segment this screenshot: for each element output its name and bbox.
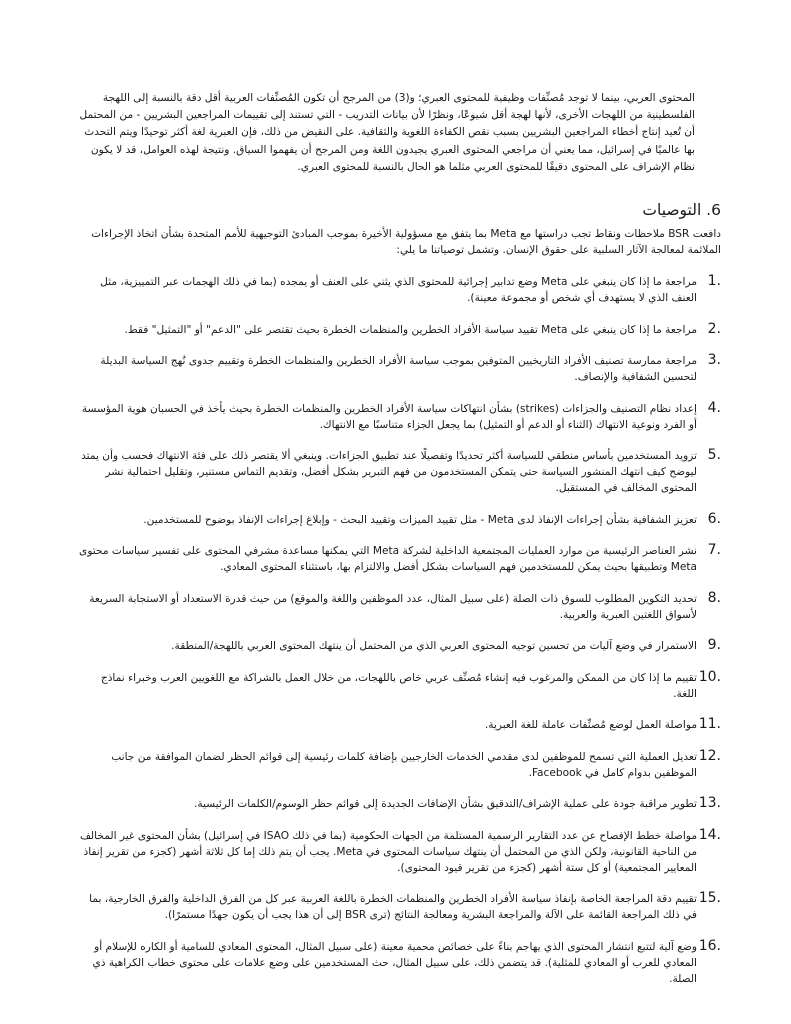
item-number: 6. — [707, 510, 721, 527]
document-page — [76, 90, 721, 1002]
item-text: تعزيز الشفافية بشأن إجراءات الإنفاذ لدى Meta - مثل تقييد الميزات وتقييد البحث - وإبلاغ إجراءات الإنفاذ بوضوح للمستخدمين. — [143, 513, 697, 526]
item-number: 9. — [707, 637, 721, 654]
item-number: 3. — [707, 352, 721, 369]
item-text: مواصلة العمل لوضع مُصنِّفات عاملة للغة العبرية. — [484, 719, 697, 732]
item-number: 4. — [707, 399, 721, 416]
item-text: إعداد نظام التصنيف والجزاءات (strikes) بشأن انتهاكات سياسة الأفراد الخطرين والمنظمات الخطرة بحيث يأخذ في الحسبان هوية المؤسسة أو الفرد ونوعية الانتهاك (الثناء أو الدعم أو التمثيل) بما يجعل الجزاء متناسبًا مع الانتهاك. — [81, 402, 697, 431]
recommendations-list — [76, 274, 721, 987]
item-text: مراجعة ما إذا كان ينبغي على Meta تقييد سياسة الأفراد الخطرين والمنظمات الخطرة بحيث تقتصر على "الدعم" أو "التمثيل" فقط. — [124, 323, 697, 336]
item-number: 14. — [698, 826, 721, 843]
item-number: 16. — [698, 937, 721, 954]
recommendation-item — [76, 749, 721, 781]
recommendation-item — [76, 401, 721, 433]
recommendation-item — [76, 670, 721, 702]
item-text: تقييم ما إذا كان من الممكن والمرغوب فيه إنشاء مُصنِّف عربي خاص باللهجات، من خلال العمل بالشراكة مع اللغويين العرب وخبراء نماذج اللغة. — [100, 671, 697, 700]
recommendation-item — [76, 543, 721, 575]
recommendation-item — [76, 717, 721, 733]
item-text: الاستمرار في وضع آليات من تحسين توجيه المحتوى العربي الذي من المحتمل أن ينتهك المحتوى العربي باللهجة/المنطقة. — [171, 640, 697, 653]
intro-paragraph: المحتوى العربي، بينما لا توجد مُصنِّفات وظيفية للمحتوى العبري؛ و(3) من المرجح أن تكون المُصنِّفات العربية أقل دقة بالنسبة إلى اللهجة الفلسطينية من اللهجات الأخرى، لأنها لهجة أقل شيوعًا، ونظرًا لأن بيانات التدريب - التي تستند إلى تقييمات المراجعين البشريين - من المحتمل أن تُعيد إنتاج أخطاء المراجعين البشريين بسبب نقص الكفاءة اللغوية والثقافية. على النقيض من ذلك، فإن العبرية لغة أكثر توحيدًا ويتم التحدث بها عالميًا في إسرائيل، مما يعني أن مراجعي المحتوى العبري يجيدون اللغة ومن المرجح أن يفهموا السياق. ونتيجة لهذه العوامل، قد لا يكون نظام الإشراف على المحتوى دقيقًا للمحتوى العربي مثلما هو الحال بالنسبة للمحتوى العبري. — [79, 92, 695, 173]
item-text: تقييم دقة المراجعة الخاصة بإنفاذ سياسة الأفراد الخطرين والمنظمات الخطرة باللغة العربية عبر كل من الفرق الداخلية والفرق الخارجية، بما في ذلك المراجعة القائمة على الآلة والمراجعة البشرية ومعالجة النتائج (ترى BSR إلى أن هذا يجب أن يكون جهدًا مستمرًا). — [89, 893, 697, 922]
item-text: مواصلة خطط الإفصاح عن عدد التقارير الرسمية المستلمة من الجهات الحكومية (بما في ذلك ISAO في إسرائيل) بشأن المحتوى غير المخالف من الناحية القانونية، ولكن الذي من المحتمل أن ينتهك سياسات المحتوى في Meta. يجب أن يتم ذلك إما كل ثلاثة أشهر (كجزء من تقرير إنفاذ المعايير المجتمعية) أو كل ستة أشهر (كجزء من تقرير قيود المحتوى). — [79, 829, 697, 874]
item-text: تطوير مراقبة جودة على عملية الإشراف/التدقيق بشأن الإضافات الجديدة إلى قوائم حظر الوسوم/الكلمات الرئيسية. — [194, 798, 697, 811]
recommendation-item — [76, 796, 721, 812]
item-number: 13. — [698, 795, 721, 812]
section-lead-paragraph: دافعت BSR ملاحظات ونقاط تجب دراستها مع Meta بما يتفق مع مسؤولية الأخيرة بموجب المبادئ التوجيهية للأمم المتحدة بشأن اتخاذ الإجراءات الملائمة لمعالجة الآثار السلبية على حقوق الإنسان. وتشمل توصياتنا ما يلي: — [91, 228, 721, 257]
section-title: 6. التوصيات — [642, 201, 721, 220]
recommendation-item — [76, 591, 721, 623]
item-number: 12. — [698, 747, 721, 764]
item-text: وضع آلية لتتبع انتشار المحتوى الذي يهاجم بناءً على خصائص محمية معينة (على سبيل المثال، المحتوى المعادي للسامية أو الكاره للإسلام أو المعادي للعرب أو المعادي للمثلية). قد يتضمن ذلك، على سبيل المثال، حث المستخدمين على وضع علامات على محتوى خطاب الكراهية ذي الصلة. — [92, 940, 697, 985]
item-number: 7. — [707, 542, 721, 559]
recommendation-item — [76, 939, 721, 987]
item-number: 1. — [707, 273, 721, 290]
item-text: تزويد المستخدمين بأساس منطقي للسياسة أكثر تحديدًا وتفصيلًا عند تطبيق الجزاءات. وينبغي ألا يقتصر ذلك على فئة الانتهاك فحسب وأن يمتد ليوضح كيف انتهك المنشور السياسة حتى يتمكن المستخدمون من فهم التبرير بشكل أفضل، وتقديم التماس مستنير، وتقليل احتمالية نشر المحتوى المخالف في المستقبل. — [81, 450, 697, 495]
recommendation-item — [76, 353, 721, 385]
item-text: مراجعة ممارسة تصنيف الأفراد التاريخيين المتوفين بموجب سياسة الأفراد الخطرين والمنظمات الخطرة وتقييم جدوى نُهج السياسة البديلة لتحسين الشفافية والإنصاف. — [100, 355, 697, 384]
item-text: تحديد التكوين المطلوب للسوق ذات الصلة (على سبيل المثال، عدد الموظفين واللغة والموقع) من حيث قدرة الاستعداد أو الاستجابة السريعة لأسواق اللغتين العبرية والعربية. — [89, 592, 697, 621]
item-number: 2. — [707, 320, 721, 337]
item-text: مراجعة ما إذا كان ينبغي على Meta وضع تدابير إجرائية للمحتوى الذي يثني على العنف أو يمجده (بما في ذلك الهجمات عبر التمييزية، مثل العنف الذي لا يستهدف أي شخص أو مجموعة معينة). — [100, 276, 697, 305]
recommendation-item — [76, 828, 721, 876]
recommendation-item — [76, 448, 721, 496]
item-text: نشر العناصر الرئيسية من موارد العمليات المجتمعية الداخلية لشركة Meta التي يمكنها مساعدة مشرفي المحتوى على تفسير سياسات محتوى Meta وتطبيقها بحيث يمكن للمستخدمين فهم السياسات بشكل أفضل والالتزام بها، باستثناء المحتوى المعادي. — [79, 545, 697, 574]
recommendation-item — [76, 891, 721, 923]
item-number: 5. — [707, 447, 721, 464]
recommendation-item — [76, 512, 721, 528]
item-number: 10. — [698, 668, 721, 685]
recommendation-item — [76, 322, 721, 338]
item-number: 11. — [698, 716, 721, 733]
item-text: تعديل العملية التي تسمح للموظفين لدى مقدمي الخدمات الخارجيين بإضافة كلمات رئيسية إلى قوائم الحظر لضمان الموافقة من جانب الموظفين بدوام كامل في Facebook. — [111, 750, 697, 779]
recommendation-item — [76, 274, 721, 306]
item-number: 15. — [698, 890, 721, 907]
recommendation-item — [76, 638, 721, 654]
item-number: 8. — [707, 589, 721, 606]
